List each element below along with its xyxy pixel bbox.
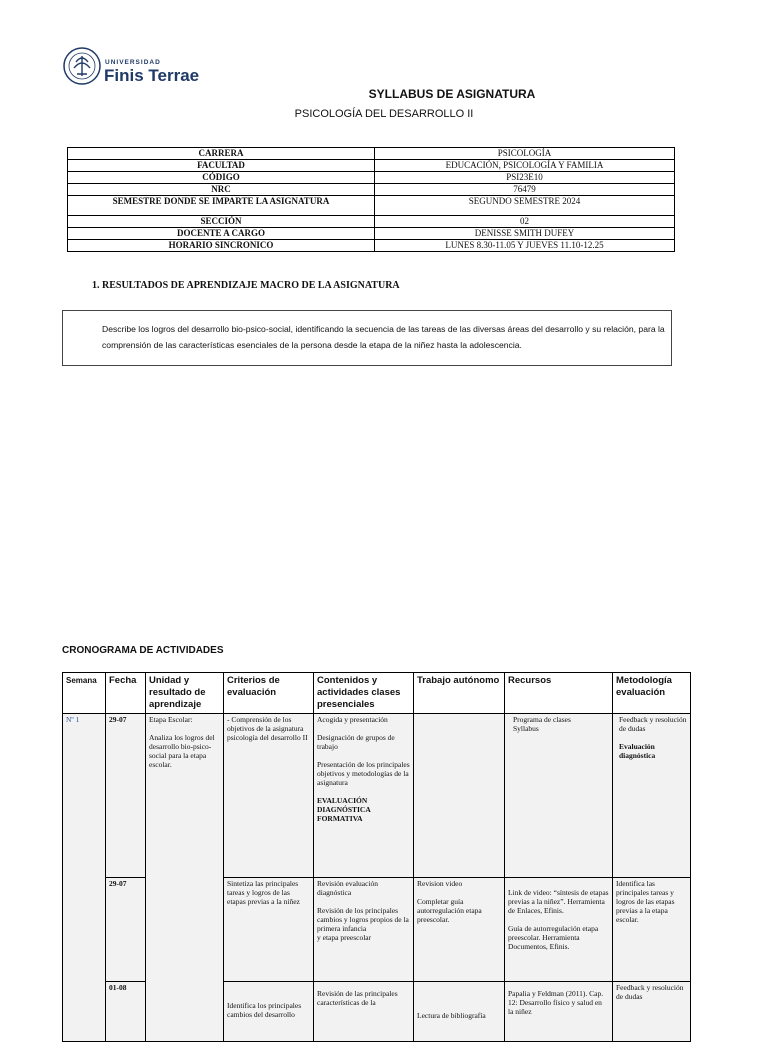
cell-unidad — [146, 714, 224, 1042]
content-item: y etapa preescolar — [317, 933, 372, 942]
content-text: Revisión de las principales características de la — [317, 989, 398, 1007]
info-row — [68, 160, 675, 172]
info-row — [68, 240, 675, 252]
cell-trabajo — [414, 714, 505, 878]
logo-university-label: UNIVERSIDAD — [105, 59, 161, 66]
cell-contenidos — [314, 714, 414, 878]
info-label: FACULTAD — [68, 160, 375, 172]
cell-criterios: Sintetiza las principales tareas y logros de las etapas previas a la niñez — [224, 878, 314, 982]
cell-recursos — [505, 714, 613, 878]
cell-criterios: - Comprensión de los objetivos de la asignatura psicología del desarrollo II — [224, 714, 314, 878]
info-value: PSI23E10 — [375, 172, 675, 184]
content-item: Presentación de los principales objetivos y metodologías de la asignatura — [317, 760, 410, 787]
course-info-table — [67, 147, 675, 252]
info-row — [68, 228, 675, 240]
info-label: NRC — [68, 184, 375, 196]
unit-title: Etapa Escolar: — [149, 715, 193, 724]
info-label: HORARIO SINCRONICO — [68, 240, 375, 252]
info-value: SEGUNDO SEMESTRE 2024 — [375, 196, 675, 216]
resource-item: Guía de autorregulación etapa preescolar. Herramienta Documentos, Efinis. — [508, 924, 599, 951]
method-item: Feedback y resolución de dudas — [619, 715, 687, 733]
content-item: Designación de grupos de trabajo — [317, 733, 395, 751]
content-item: Acogida y presentación — [317, 715, 388, 724]
resource-item: Syllabus — [513, 724, 539, 733]
col-header-trabajo: Trabajo autónomo — [414, 673, 505, 714]
info-value: DENISSE SMITH DUFEY — [375, 228, 675, 240]
col-header-unidad: Unidad y resultado de aprendizaje — [146, 673, 224, 714]
info-label: CARRERA — [68, 148, 375, 160]
work-item: Revision video — [417, 879, 463, 888]
col-header-criterios: Criterios de evaluación — [224, 673, 314, 714]
cell-contenidos — [314, 982, 414, 1042]
info-label: CÓDIGO — [68, 172, 375, 184]
info-label: SECCIÓN — [68, 216, 375, 228]
cell-trabajo — [414, 982, 505, 1042]
resource-item: Link de video: “síntesis de etapas previas a la niñez”. Herramienta de Enlaces, Efinis. — [508, 888, 609, 915]
schedule-header-row — [63, 673, 691, 714]
table-row — [63, 714, 691, 878]
info-row — [68, 196, 675, 216]
content-item: Revisión de los principales cambios y logros propios de la primera infancia — [317, 906, 409, 933]
info-value: 02 — [375, 216, 675, 228]
cell-semana — [63, 714, 106, 1042]
info-row — [68, 216, 675, 228]
cell-fecha: 29-07 — [106, 878, 146, 982]
cell-metodologia — [613, 714, 691, 878]
info-value: PSICOLOGÍA — [375, 148, 675, 160]
cell-contenidos — [314, 878, 414, 982]
cell-trabajo — [414, 878, 505, 982]
learning-outcomes-box — [62, 310, 672, 366]
col-header-metodologia: Metodología evaluación — [613, 673, 691, 714]
learning-outcomes-text: Describe los logros del desarrollo bio-psico-social, identificando la secuencia de las tareas de las diversas áreas del desarrollo y su relación, para la comprensión de las características esenciales de la persona desde la etapa de la niñez hasta la adolescencia. — [102, 324, 665, 350]
course-name: PSICOLOGÍA DEL DESARROLLO II — [294, 108, 474, 120]
col-header-fecha: Fecha — [106, 673, 146, 714]
cell-recursos — [505, 982, 613, 1042]
page-title: SYLLABUS DE ASIGNATURA — [368, 87, 536, 101]
col-header-recursos: Recursos — [505, 673, 613, 714]
info-value: EDUCACIÓN, PSICOLOGÍA Y FAMILIA — [375, 160, 675, 172]
cell-fecha: 29-07 — [106, 714, 146, 878]
info-row — [68, 184, 675, 196]
cell-criterios — [224, 982, 314, 1042]
content-item: Revisión evaluación diagnóstica — [317, 879, 379, 897]
logo-university-name: Finis Terrae — [104, 66, 200, 85]
work-item: Completar guía autorregulación etapa preescolar. — [417, 897, 482, 924]
resource-item: Programa de clases — [513, 715, 571, 724]
info-label: SEMESTRE DONDE SE IMPARTE LA ASIGNATURA — [68, 196, 375, 216]
info-value: 76479 — [375, 184, 675, 196]
criteria-text: Identifica los principales cambios del desarrollo — [227, 1001, 302, 1019]
cell-metodologia: Identifica las principales tareas y logros de las etapas previas a la etapa escolar. — [613, 878, 691, 982]
info-row — [68, 148, 675, 160]
resource-text: Papalia y Feldman (2011). Cap. 12: Desarrollo físico y salud en la niñez — [508, 989, 604, 1016]
schedule-table — [62, 672, 691, 1042]
col-header-semana: Semana — [63, 673, 106, 714]
cell-fecha: 01-08 — [106, 982, 146, 1042]
info-label: DOCENTE A CARGO — [68, 228, 375, 240]
info-row — [68, 172, 675, 184]
info-value: LUNES 8.30-11.05 Y JUEVES 11.10-12.25 — [375, 240, 675, 252]
section-heading-learning-outcomes: 1. RESULTADOS DE APRENDIZAJE MACRO DE LA ASIGNATURA — [92, 280, 400, 291]
col-header-contenidos: Contenidos y actividades clases presenciales — [314, 673, 414, 714]
cell-recursos — [505, 878, 613, 982]
unit-outcome: Analiza los logros del desarrollo bio-psico-social para la etapa escolar. — [149, 733, 215, 769]
method-item-evaluation: Evaluación diagnóstica — [619, 742, 656, 760]
schedule-heading: CRONOGRAMA DE ACTIVIDADES — [62, 645, 224, 656]
content-item-evaluation: EVALUACIÓN DIAGNÓSTICA FORMATIVA — [317, 796, 371, 823]
work-text: Lectura de bibliografía — [417, 1011, 486, 1020]
cell-metodologia: Feedback y resolución de dudas — [613, 982, 691, 1042]
week-number: Nº 1 — [66, 715, 80, 724]
